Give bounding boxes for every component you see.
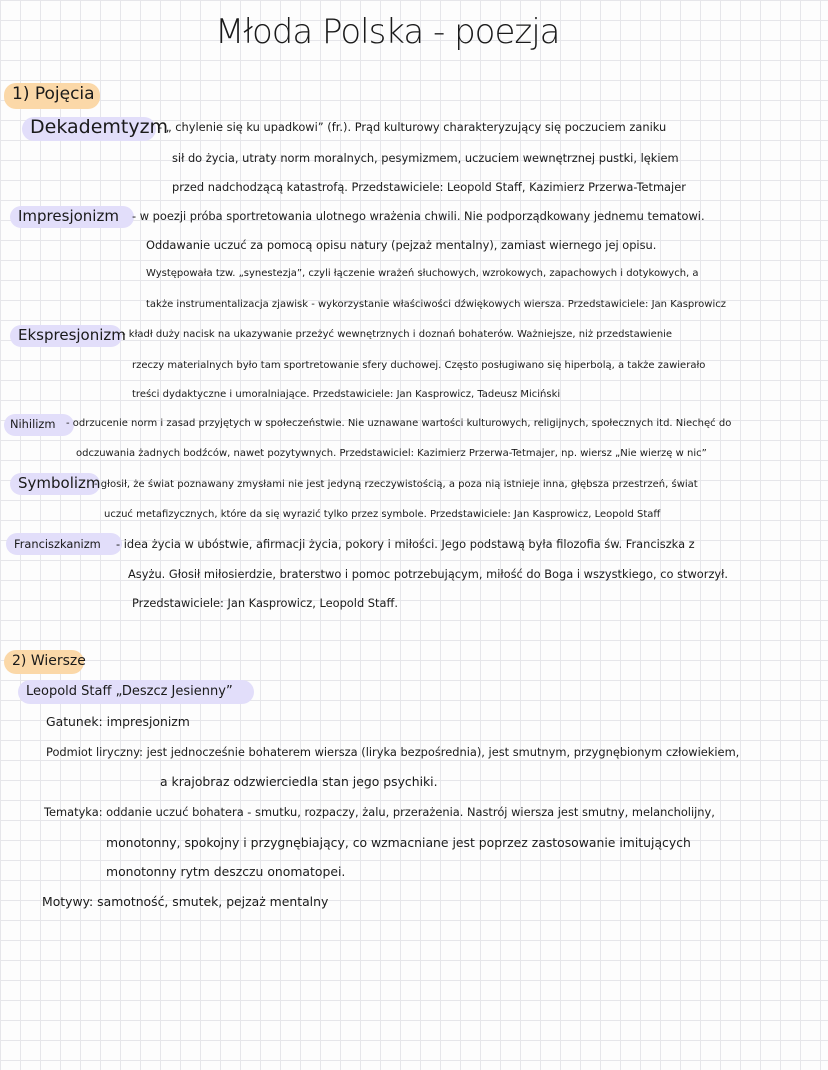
definition-line: rzeczy materialnych było tam sportretowanie sfery duchowej. Często posługiwano się hiperbolą, a także zawierało [132, 360, 706, 371]
poem-theme-cont: monotonny rytm deszczu onomatopei. [106, 864, 346, 879]
term-symbolizm: Symbolizm [18, 474, 101, 492]
definition-line: treści dydaktyczne i umoralniające. Przedstawiciele: Jan Kasprowicz, Tadeusz Miciński [132, 389, 561, 400]
definition-line: - idea życia w ubóstwie, afirmacji życia, pokory i miłości. Jego podstawą była filozofia św. Franciszka z [116, 537, 695, 551]
term-franciszkanizm: Franciszkanizm [14, 537, 101, 551]
section-heading-pojecia: 1) Pojęcia [12, 84, 95, 104]
term-dekademtyzm: Dekademtyzm [30, 116, 169, 138]
definition-line: sił do życia, utraty norm moralnych, pesymizmem, uczuciem wewnętrznej pustki, lękiem [172, 151, 679, 165]
poem-genre: Gatunek: impresjonizm [46, 714, 190, 729]
poem-theme: Tematyka: oddanie uczuć bohatera - smutku, rozpaczy, żalu, przerażenia. Nastrój wiersza jest smutny, melancholijny, [44, 805, 715, 819]
definition-line: odczuwania żadnych bodźców, nawet pozytywnych. Przedstawiciel: Kazimierz Przerwa-Tetmajer, np. wiersz „Nie wierzę w nic” [76, 448, 707, 459]
definition-line: - kładł duży nacisk na ukazywanie przeżyć wewnętrznych i doznań bohaterów. Ważniejsze, niż przedstawienie [122, 329, 673, 340]
definition-line: przed nadchodzącą katastrofą. Przedstawiciele: Leopold Staff, Kazimierz Przerwa-Tetmajer [172, 180, 686, 194]
term-ekspresjonizm: Ekspresjonizm [18, 326, 126, 344]
poem-motifs: Motywy: samotność, smutek, pejzaż mentalny [42, 894, 329, 909]
definition-line: Przedstawiciele: Jan Kasprowicz, Leopold Staff. [132, 596, 398, 610]
definition-line: - odrzucenie norm i zasad przyjętych w społeczeństwie. Nie uznawane wartości kulturowych, religijnych, społecznych itd. Niechęć do [66, 418, 732, 429]
term-nihilizm: Nihilizm [10, 417, 56, 431]
poem-title: Leopold Staff „Deszcz Jesienny” [26, 684, 233, 699]
poem-speaker: Podmiot liryczny: jest jednocześnie bohaterem wiersza (liryka bezpośrednia), jest smutnym, przygnębionym człowiekiem, [46, 745, 740, 759]
poem-speaker-cont: a krajobraz odzwierciedla stan jego psychiki. [160, 774, 438, 789]
section-heading-wiersze: 2) Wiersze [12, 653, 86, 669]
definition-line: uczuć metafizycznych, które da się wyrazić tylko przez symbole. Przedstawiciele: Jan Kasprowicz, Leopold Staff [104, 509, 661, 520]
page-title: Młoda Polska - poezja [215, 12, 560, 52]
term-impresjonizm: Impresjonizm [18, 207, 119, 225]
definition-line: Oddawanie uczuć za pomocą opisu natury (pejzaż mentalny), zamiast wiernego jej opisu. [146, 238, 657, 252]
poem-theme-cont: monotonny, spokojny i przygnębiający, co wzmacniane jest poprzez zastosowanie imitujących [106, 835, 691, 850]
definition-line: Występowała tzw. „synestezja”, czyli łączenie wrażeń słuchowych, wzrokowych, zapachowych i dotykowych, a [146, 268, 699, 279]
definition-line: - „ chylenie się ku upadkowi” (fr.). Prąd kulturowy charakteryzujący się poczuciem zaniku [158, 120, 667, 134]
definition-line: Asyżu. Głosił miłosierdzie, braterstwo i pomoc potrzebującym, miłość do Boga i wszystkiego, co stworzył. [128, 567, 729, 581]
definition-line: - w poezji próba sportretowania ulotnego wrażenia chwili. Nie podporządkowany jednemu tematowi. [132, 209, 705, 223]
definition-line: - głosił, że świat poznawany zmysłami nie jest jedyną rzeczywistością, a poza nią istnieje inna, głębsza przestrzeń, świat [94, 479, 698, 490]
definition-line: także instrumentalizacja zjawisk - wykorzystanie właściwości dźwiękowych wiersza. Przedstawiciele: Jan Kasprowicz [146, 299, 726, 310]
